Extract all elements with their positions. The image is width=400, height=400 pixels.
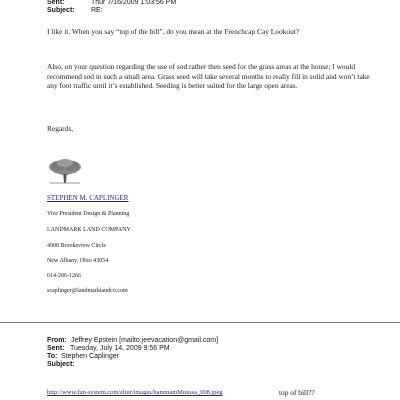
quoted-from-label: From: <box>47 337 67 344</box>
signature-address-line-2: New Albany, Ohio 43054 <box>47 258 109 264</box>
signature-phone: 614-206-1266 <box>47 273 81 279</box>
quoted-from-value: Jeffrey Epstein [mailto:jeevacation@gmail.com] <box>71 337 219 344</box>
quoted-sent-label: Sent: <box>47 345 65 352</box>
quoted-image-link[interactable]: http://www.fun-system.com/eltur/images/hammamMoussa_008.jpeg <box>47 389 223 396</box>
body-paragraph-1: I like it. When you say “top of the bill”, do you mean at the Frenchcap Cay Lookout? <box>47 27 300 36</box>
tree-logo-icon <box>46 158 84 184</box>
subject-value: RE: <box>91 7 103 14</box>
sent-label: Sent: <box>47 0 65 6</box>
closing: Regards, <box>47 124 74 133</box>
message-divider <box>0 322 400 323</box>
subject-label: Subject: <box>47 7 75 14</box>
quoted-to-label: To: <box>47 353 58 360</box>
quoted-to-value: Stephen Caplinger <box>61 353 119 360</box>
signature-name: STEPHEN M. CAPLINGER <box>47 194 129 202</box>
signature-company: LANDMARK LAND COMPANY <box>47 227 131 233</box>
quoted-subject-label: Subject: <box>47 361 75 368</box>
quoted-sent-value: Tuesday, July 14, 2009 9:56 PM <box>70 345 170 352</box>
body-paragraph-2: Also, on your question regarding the use of sod rather then seed for the grass areas at the house; I would recommend sod in such a small area. Grass seed will take several months to really fill in solid and won’t take any foot traffic until it’s established. Seeding is better suited for the large open areas. <box>47 62 370 91</box>
quoted-body-text: top of bill?? <box>279 388 315 397</box>
signature-title: Vice President Design & Planning <box>47 211 130 217</box>
signature-email[interactable]: scaplinger@landmarklandco.com <box>47 288 128 294</box>
sent-value: Thur 7/16/2009 1:03:56 PM <box>91 0 177 6</box>
signature-address-line-1: 4908 Brookeview Circle <box>47 243 106 249</box>
